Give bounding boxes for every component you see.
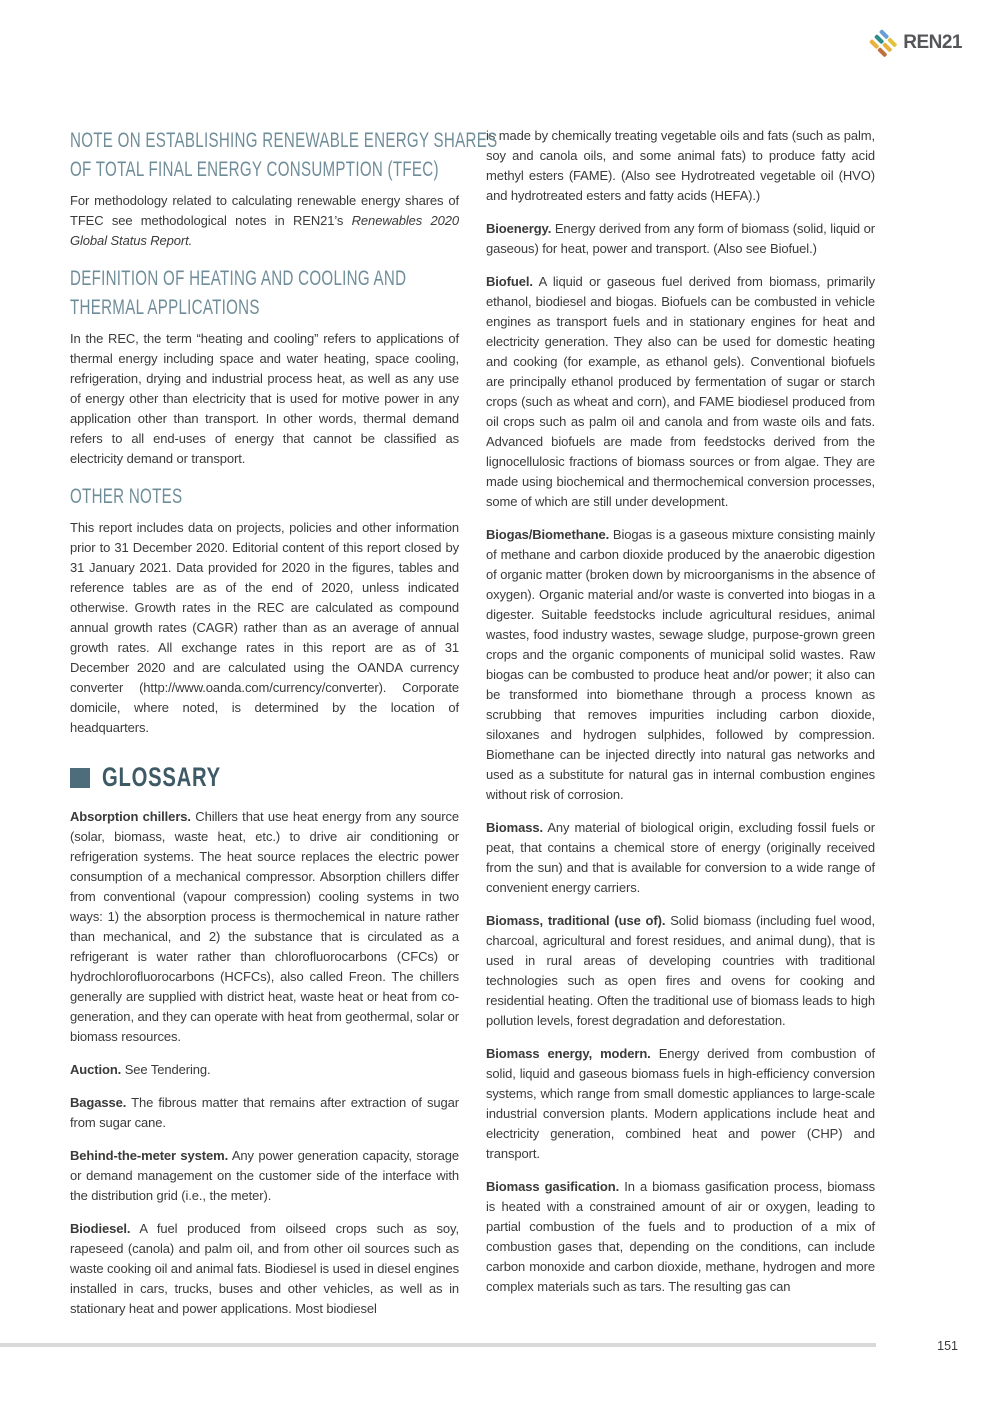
glossary-entry-absorption-chillers (70, 807, 459, 1047)
glossary-term: Biofuel. (486, 274, 533, 289)
glossary-term: Absorption chillers. (70, 809, 191, 824)
glossary-heading (70, 762, 459, 793)
section-heading (70, 482, 459, 511)
section-tfec-note (70, 126, 498, 251)
glossary-term: Biomass energy, modern. (486, 1046, 651, 1061)
glossary-term: Biomass. (486, 820, 544, 835)
glossary-definition: A fuel produced from oilseed crops such as soy, rapeseed (canola) and palm oil, and from other oil sources such as waste cooking oil and animal fats. Biodiesel is used in diesel engines installed in cars, trucks, buses and other vehicles, as well as in stationary heat and power applications. Most biodiesel (70, 1221, 460, 1316)
glossary-term: Biodiesel. (70, 1221, 131, 1236)
section-other-notes (70, 482, 459, 738)
footer-divider (0, 1343, 876, 1347)
glossary-definition: Chillers that use heat energy from any source (solar, biomass, waste heat, etc.) to drive air conditioning or refrigeration systems. The heat source replaces the electric power consumption of a mechanical compressor. Absorption chillers differ from conventional (vapour compression) cooling systems in two ways: 1) the absorption process is thermochemical in nature rather than mechanical, and 2) the substance that is circulated as a refrigerant is water rather than chlorofluorocarbons (CFCs) or hydrochlorofluorocarbons (HCFCs), also called Freon. The chillers generally are supplied with district heat, waste heat or heat from co-generation, and they can operate with heat from geothermal, solar or biomass resources. (70, 809, 459, 1044)
glossary-definition: The fibrous matter that remains after extraction of sugar from sugar cane. (70, 1095, 459, 1130)
glossary-entry-biomass-traditional (486, 911, 875, 1031)
section-square-icon (70, 768, 90, 788)
left-column (70, 126, 498, 1332)
section-heading (70, 126, 498, 184)
glossary-entry-biodiesel (70, 1219, 459, 1319)
glossary-entry-bioenergy (486, 219, 875, 259)
section-heating-cooling-definition (70, 264, 459, 469)
glossary-entry-biomass (486, 818, 875, 898)
glossary-term: Bioenergy. (486, 221, 552, 236)
ren21-logo-icon (869, 29, 898, 57)
glossary-entry-auction (70, 1060, 459, 1080)
glossary-entry-bagasse (70, 1093, 459, 1133)
glossary-entry-biofuel (486, 272, 875, 512)
glossary-title: GLOSSARY (102, 762, 221, 792)
glossary-term: Bagasse. (70, 1095, 127, 1110)
glossary-entry-biogas-biomethane (486, 525, 875, 805)
section-heading-line: NOTE ON ESTABLISHING RENEWABLE ENERGY SHARES (70, 129, 498, 152)
glossary-term: Biomass, traditional (use of). (486, 913, 666, 928)
section-body: In the REC, the term “heating and cooling” refers to applications of thermal energy including space and water heating, space cooling, refrigeration, drying and industrial process heat, as well as any use of energy other than electricity that is used for motive power in any application other than transport. In other words, thermal demand refers to all end-uses of energy that cannot be classified as electricity demand or transport. (70, 331, 459, 466)
glossary-definition: Energy derived from any form of biomass (solid, liquid or gaseous) for heat, power and transport. (Also see Biofuel.) (486, 221, 875, 256)
glossary-definition: In a biomass gasification process, biomass is heated with a constrained amount of air or oxygen, leading to partial combustion of the fuels and to production of a mix of combustion gases that, depending on the conditions, can include carbon monoxide and carbon dioxide, methane, hydrogen and more complex materials such as tars. The resulting gas can (486, 1179, 875, 1294)
glossary-definition: Biogas is a gaseous mixture consisting mainly of methane and carbon dioxide produced by the anaerobic digestion of organic matter (broken down by microorganisms in the absence of oxygen). Organic material and/or waste is converted into biogas in a digester. Suitable feedstocks include agricultural residues, animal wastes, food industry wastes, sewage sludge, purpose-grown green crops and the organic components of municipal solid wastes. Raw biogas can be combusted to produce heat and/or power; it also can be transformed into biomethane through a process known as scrubbing that removes impurities including carbon dioxide, siloxanes and hydrogen sulphides, followed by compression. Biomethane can be injected directly into natural gas networks and used as a substitute for natural gas in internal combustion engines without risk of corrosion. (486, 527, 875, 802)
glossary-definition: Energy derived from combustion of solid, liquid and gaseous biomass fuels in high-efficiency conversion systems, which range from small domestic appliances to large-scale industrial conversion plants. Modern applications include heat and electricity generation, combined heat and power (CHP) and transport. (486, 1046, 875, 1161)
section-body: This report includes data on projects, policies and other information prior to 31 December 2020. Editorial content of this report closed by 31 January 2021. Data provided for 2020 in the figures, tables and reference tables are as of the end of 2020, unless indicated otherwise. Growth rates in the REC are calculated as compound annual growth rates (CAGR) rather than as an average of annual growth rates. All exchange rates in this report are as of 31 December 2020 and are calculated using the OANDA currency converter (http://www.oanda.com/currency/converter). Corporate domicile, where noted, is determined by the location of headquarters. (70, 520, 459, 735)
glossary-term: Biogas/Biomethane. (486, 527, 610, 542)
page-number: 151 (937, 1339, 958, 1353)
ren21-logo (869, 29, 962, 57)
section-body (70, 191, 459, 251)
glossary-entry-behind-the-meter-system (70, 1146, 459, 1206)
section-heading-line: OTHER NOTES (70, 485, 183, 508)
page-content (70, 126, 876, 1332)
body-text: For methodology related to calculating renewable energy shares of TFEC see methodological notes in REN21’s (70, 193, 459, 228)
glossary-term: Behind-the-meter system. (70, 1148, 229, 1163)
glossary-definition: See Tendering. (124, 1062, 211, 1077)
glossary-entry-biodiesel-continuation: is made by chemically treating vegetable oils and fats (such as palm, soy and canola oils, and some animal fats) to produce fatty acid methyl esters (FAME). (Also see Hydrotreated vegetable oil (HVO) and hydrotreated esters and fatty acids (HEFA).) (486, 128, 875, 203)
section-heading-line: DEFINITION OF HEATING AND COOLING AND (70, 267, 407, 290)
glossary-entry-biomass-gasification (486, 1177, 875, 1297)
section-heading-line: THERMAL APPLICATIONS (70, 296, 260, 319)
glossary-definition: Any material of biological origin, excluding fossil fuels or peat, that contains a chemical store of energy (originally received from the sun) and that is available for conversion to a wide range of convenient energy carriers. (486, 820, 875, 895)
glossary-definition: A liquid or gaseous fuel derived from biomass, primarily ethanol, biodiesel and biogas. Biofuels can be combusted in vehicle engines as transport fuels and in stationary engines for heat and electricity generation. They also can be used for domestic heating and cooking (for example, as ethanol gels). Conventional biofuels are principally ethanol produced by fermentation of sugar or starch crops (such as wheat and corn), and FAME biodiesel produced from oil crops such as palm oil and canola and from waste oils and fats. Advanced biofuels are made from feedstocks derived from the lignocellulosic fractions of biomass sources or from algae. They are made using biochemical and thermochemical conversion processes, some of which are still under development. (486, 274, 875, 509)
body-text-italic: Renewables 2020 Global Status Report. (70, 213, 460, 248)
glossary-term: Auction. (70, 1062, 122, 1077)
right-column (486, 126, 875, 1332)
glossary-definition: Solid biomass (including fuel wood, charcoal, agricultural and forest residues, and animal dung), that is used in rural areas of developing countries with traditional technologies such as open fires and ovens for cooking and residential heating. Often the traditional use of biomass leads to high pollution levels, forest degradation and deforestation. (486, 913, 875, 1028)
glossary-definition: Any power generation capacity, storage or demand management on the customer side of the interface with the distribution grid (i.e., the meter). (70, 1148, 459, 1203)
section-heading (70, 264, 459, 322)
glossary-term: Biomass gasification. (486, 1179, 620, 1194)
glossary-entry-biomass-energy-modern (486, 1044, 875, 1164)
section-heading-line: OF TOTAL FINAL ENERGY CONSUMPTION (TFEC) (70, 158, 439, 181)
ren21-logo-text: REN21 (903, 32, 962, 53)
